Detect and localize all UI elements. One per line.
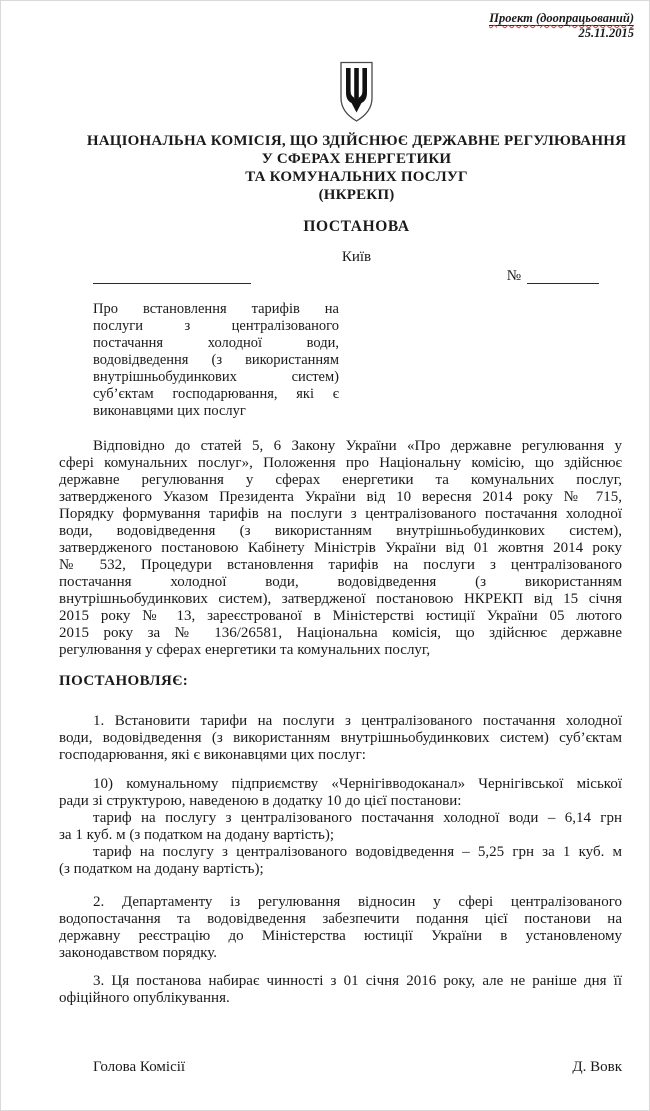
item-3-paragraph [59,973,622,1007]
subject-block [93,301,339,420]
org-name-line: (НКРЕКП) [318,187,395,203]
preamble-paragraph [59,438,622,659]
text-line: 2. Департаменту із регулювання відносин у сфері централізованого [93,894,622,910]
text-line: води, водовідведення (з використанням внутрішньобудинкових систем), [59,523,622,539]
text-line: державну реєстрацію до Міністерства юстиції України в установленому [59,928,622,944]
number-group [507,269,599,284]
document-type-title: ПОСТАНОВА [303,218,410,235]
text-line: послуги з централізованого [93,318,339,334]
signature-row [59,1059,622,1076]
tariff-water-supply-line [59,810,622,844]
text-line: тариф на послугу з централізованого постачання холодної води – 6,14 грн [93,810,622,826]
text-line: постачання холодної води, [93,335,339,351]
text-line: (з податком на додану вартість); [59,861,264,877]
text-line: сфері комунальних послуг», Положення про Національну комісію, що здійснює [59,455,622,471]
text-line: законодавством порядку. [59,945,218,961]
date-number-row [59,268,622,284]
project-label: Проект (доопрацьований) [489,11,634,25]
text-line: внутрішньобудинкових систем) [93,369,339,385]
text-line: за 1 куб. м (з податком на додану вартість); [59,827,335,843]
text-line: затвердженого Указом Президента України від 10 вересня 2014 року № 715, [59,489,622,505]
text-line: ради зі структурою, наведеною в додатку 10 до цієї постанови: [59,793,462,809]
org-name-line: ТА КОМУНАЛЬНИХ ПОСЛУГ [245,169,468,185]
item-1-subitem-10 [59,776,622,810]
text-line: Відповідно до статей 5, 6 Закону України «Про державне регулювання у [93,438,622,454]
text-line: водовідведення (з використанням [93,352,339,368]
org-name-line: У СФЕРАХ ЕНЕРГЕТИКИ [261,151,452,167]
text-line: 3. Ця постанова набирає чинності з 01 січня 2016 року, але не раніше дня її [93,973,622,989]
text-line: господарювання, які є виконавцями цих послуг: [59,747,366,763]
coat-of-arms-emblem [75,61,638,123]
item-2-paragraph [59,894,622,962]
city-label: Київ [341,249,372,265]
text-line: 1. Встановити тарифи на послуги з централізованого постачання холодної [93,713,622,729]
text-line: державне регулювання у сферах енергетики та комунальних послуг, [59,472,622,488]
signatory-title: Голова Комісії [93,1059,186,1075]
text-line: регулювання у сферах енергетики та комунальних послуг, [59,642,431,658]
text-line: тариф на послугу з централізованого водовідведення – 5,25 грн за 1 куб. м [93,844,622,860]
org-name-line: НАЦІОНАЛЬНА КОМІСІЯ, ЩО ЗДІЙСНЮЄ ДЕРЖАВНЕ РЕГУЛЮВАННЯ [86,133,627,149]
project-mark [59,11,634,41]
ukraine-trident-icon [336,110,377,127]
organization-name [75,132,638,204]
text-line: 2015 року № 13, зареєстрованої в Міністерстві юстиції України 05 лютого [59,608,622,624]
text-line: Порядку формування тарифів на послуги з централізованого постачання холодної [59,506,622,522]
text-line: внутрішньобудинкових систем), затвердженої постановою НКРЕКП від 15 січня [59,591,622,607]
text-line: № 532, Процедури встановлення тарифів на послуги з централізованого [59,557,622,573]
text-line: Про встановлення тарифів на [93,301,339,317]
number-sign-label: № [506,268,521,284]
date-blank-line [93,270,251,284]
number-blank-line [527,271,599,284]
text-line: 10) комунальному підприємству «Чернігівводоканал» Чернігівської міської [93,776,622,792]
resolves-heading: ПОСТАНОВЛЯЄ: [59,673,189,689]
text-line: водопостачання та водовідведення забезпечити подання цієї постанови на [59,911,622,927]
text-line: суб’єктам господарювання, які є [93,386,339,402]
tariff-drainage-line [59,844,622,878]
text-line: води, водовідведення (з використанням внутрішньобудинкових систем) суб’єктам [59,730,622,746]
text-line: 2015 року за № 136/26581, Національна комісія, що здійснює державне [59,625,622,641]
item-1-paragraph [59,713,622,764]
text-line: постачання холодної води, водовідведення (з використанням [59,574,622,590]
text-line: виконавцями цих послуг [93,403,246,419]
text-line: офіційного опублікування. [59,990,230,1006]
project-date: 25.11.2015 [578,26,634,40]
signatory-name: Д. Вовк [572,1059,622,1075]
text-line: затвердженого постановою Кабінету Міністрів України від 01 жовтня 2014 року [59,540,622,556]
